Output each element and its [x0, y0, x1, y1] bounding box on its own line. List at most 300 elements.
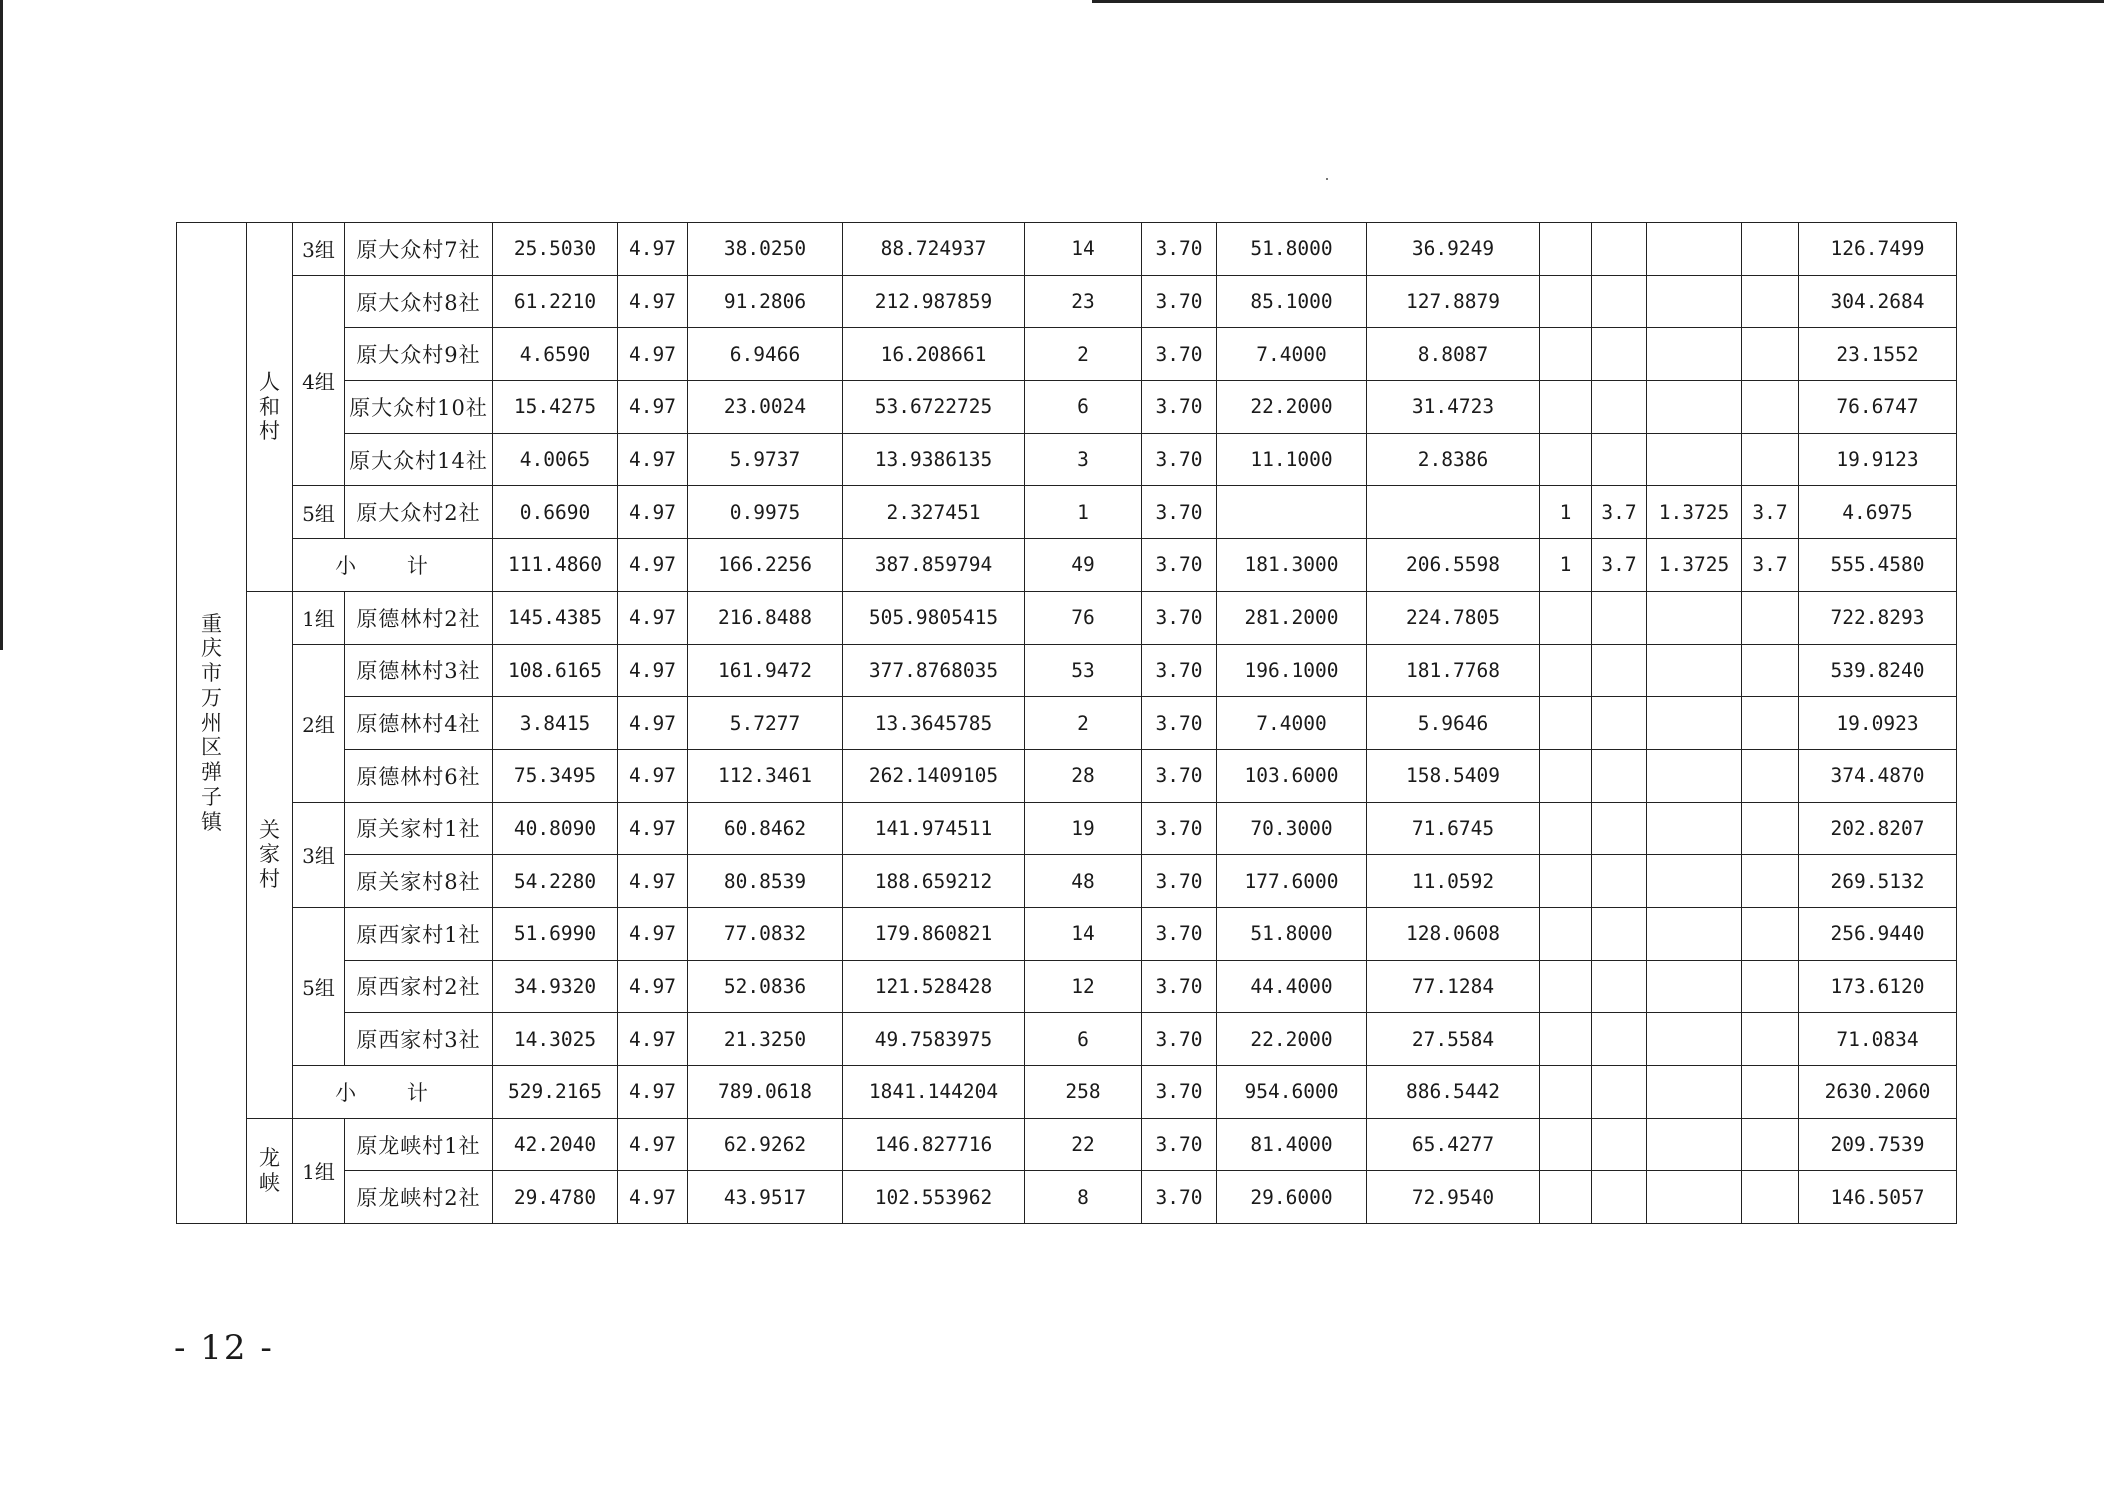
subtotal-row — [177, 1066, 1957, 1119]
value-cell-c10 — [1592, 1171, 1647, 1224]
value-cell-c4: 179.860821 — [843, 907, 1025, 960]
value-cell-c2: 4.97 — [618, 855, 688, 908]
value-cell-c12 — [1742, 223, 1799, 276]
value-cell-c5: 49 — [1025, 539, 1142, 592]
value-cell-c9 — [1540, 1066, 1592, 1119]
subtotal-label: 小 计 — [293, 1066, 493, 1119]
value-cell-c9 — [1540, 381, 1592, 434]
group-cell: 1组 — [293, 1118, 345, 1223]
value-cell-c3: 112.3461 — [688, 749, 843, 802]
value-cell-c8: 65.4277 — [1367, 1118, 1540, 1171]
value-cell-c1: 40.8090 — [493, 802, 618, 855]
value-cell-c1: 42.2040 — [493, 1118, 618, 1171]
value-cell-c7: 85.1000 — [1217, 275, 1367, 328]
value-cell-c5: 2 — [1025, 697, 1142, 750]
value-cell-c2: 4.97 — [618, 960, 688, 1013]
row-name-cell: 原西家村1社 — [345, 907, 493, 960]
value-cell-c7: 22.2000 — [1217, 381, 1367, 434]
value-cell-c2: 4.97 — [618, 275, 688, 328]
value-cell-c5: 258 — [1025, 1066, 1142, 1119]
value-cell-c5: 53 — [1025, 644, 1142, 697]
value-cell-c7: 70.3000 — [1217, 802, 1367, 855]
value-cell-c4: 13.9386135 — [843, 433, 1025, 486]
value-cell-c13: 202.8207 — [1799, 802, 1957, 855]
value-cell-c13: 269.5132 — [1799, 855, 1957, 908]
value-cell-c1: 0.6690 — [493, 486, 618, 539]
scan-speck — [1326, 178, 1328, 180]
value-cell-c2: 4.97 — [618, 433, 688, 486]
value-cell-c13: 256.9440 — [1799, 907, 1957, 960]
value-cell-c3: 91.2806 — [688, 275, 843, 328]
value-cell-c9 — [1540, 1171, 1592, 1224]
value-cell-c5: 6 — [1025, 1013, 1142, 1066]
value-cell-c2: 4.97 — [618, 802, 688, 855]
value-cell-c3: 789.0618 — [688, 1066, 843, 1119]
value-cell-c9 — [1540, 275, 1592, 328]
value-cell-c13: 2630.2060 — [1799, 1066, 1957, 1119]
value-cell-c7: 177.6000 — [1217, 855, 1367, 908]
group-cell: 5组 — [293, 486, 345, 539]
subtotal-label: 小 计 — [293, 539, 493, 592]
value-cell-c11 — [1647, 381, 1742, 434]
page-number: - 12 - — [174, 1328, 274, 1368]
value-cell-c12: 3.7 — [1742, 539, 1799, 592]
value-cell-c9 — [1540, 1118, 1592, 1171]
value-cell-c7: 181.3000 — [1217, 539, 1367, 592]
value-cell-c4: 88.724937 — [843, 223, 1025, 276]
value-cell-c7: 29.6000 — [1217, 1171, 1367, 1224]
value-cell-c5: 76 — [1025, 591, 1142, 644]
value-cell-c6: 3.70 — [1142, 486, 1217, 539]
value-cell-c3: 38.0250 — [688, 223, 843, 276]
value-cell-c4: 13.3645785 — [843, 697, 1025, 750]
value-cell-c13: 71.0834 — [1799, 1013, 1957, 1066]
value-cell-c2: 4.97 — [618, 1171, 688, 1224]
value-cell-c12 — [1742, 275, 1799, 328]
value-cell-c1: 529.2165 — [493, 1066, 618, 1119]
value-cell-c10 — [1592, 223, 1647, 276]
row-name-cell: 原德林村6社 — [345, 749, 493, 802]
table-row — [177, 644, 1957, 697]
value-cell-c11: 1.3725 — [1647, 539, 1742, 592]
value-cell-c4: 377.8768035 — [843, 644, 1025, 697]
value-cell-c4: 53.6722725 — [843, 381, 1025, 434]
value-cell-c2: 4.97 — [618, 697, 688, 750]
value-cell-c2: 4.97 — [618, 591, 688, 644]
value-cell-c8: 2.8386 — [1367, 433, 1540, 486]
value-cell-c1: 25.5030 — [493, 223, 618, 276]
value-cell-c1: 29.4780 — [493, 1171, 618, 1224]
value-cell-c7: 51.8000 — [1217, 907, 1367, 960]
value-cell-c4: 146.827716 — [843, 1118, 1025, 1171]
value-cell-c3: 5.7277 — [688, 697, 843, 750]
value-cell-c11 — [1647, 1118, 1742, 1171]
value-cell-c4: 121.528428 — [843, 960, 1025, 1013]
value-cell-c11 — [1647, 1171, 1742, 1224]
top-edge-rule — [1092, 0, 2104, 3]
row-name-cell: 原龙峡村1社 — [345, 1118, 493, 1171]
village-cell-guanjia: 关家村 — [247, 591, 293, 1118]
table-row — [177, 855, 1957, 908]
value-cell-c9 — [1540, 907, 1592, 960]
value-cell-c12 — [1742, 960, 1799, 1013]
value-cell-c1: 111.4860 — [493, 539, 618, 592]
value-cell-c6: 3.70 — [1142, 1066, 1217, 1119]
value-cell-c8: 206.5598 — [1367, 539, 1540, 592]
value-cell-c1: 14.3025 — [493, 1013, 618, 1066]
value-cell-c4: 212.987859 — [843, 275, 1025, 328]
value-cell-c6: 3.70 — [1142, 907, 1217, 960]
value-cell-c1: 108.6165 — [493, 644, 618, 697]
value-cell-c7: 11.1000 — [1217, 433, 1367, 486]
value-cell-c12 — [1742, 1171, 1799, 1224]
value-cell-c10: 3.7 — [1592, 539, 1647, 592]
value-cell-c8: 886.5442 — [1367, 1066, 1540, 1119]
value-cell-c10 — [1592, 381, 1647, 434]
value-cell-c9: 1 — [1540, 486, 1592, 539]
value-cell-c2: 4.97 — [618, 539, 688, 592]
value-cell-c3: 62.9262 — [688, 1118, 843, 1171]
value-cell-c5: 19 — [1025, 802, 1142, 855]
value-cell-c1: 75.3495 — [493, 749, 618, 802]
value-cell-c7: 51.8000 — [1217, 223, 1367, 276]
table-row — [177, 1118, 1957, 1171]
value-cell-c6: 3.70 — [1142, 1013, 1217, 1066]
row-name-cell: 原德林村2社 — [345, 591, 493, 644]
value-cell-c12 — [1742, 381, 1799, 434]
value-cell-c12: 3.7 — [1742, 486, 1799, 539]
value-cell-c10 — [1592, 749, 1647, 802]
value-cell-c10 — [1592, 275, 1647, 328]
value-cell-c12 — [1742, 1013, 1799, 1066]
table-row — [177, 275, 1957, 328]
value-cell-c12 — [1742, 907, 1799, 960]
value-cell-c12 — [1742, 328, 1799, 381]
value-cell-c10 — [1592, 328, 1647, 381]
value-cell-c4: 102.553962 — [843, 1171, 1025, 1224]
value-cell-c10 — [1592, 855, 1647, 908]
value-cell-c11 — [1647, 855, 1742, 908]
value-cell-c1: 3.8415 — [493, 697, 618, 750]
value-cell-c9 — [1540, 855, 1592, 908]
value-cell-c5: 14 — [1025, 907, 1142, 960]
value-cell-c10 — [1592, 1118, 1647, 1171]
group-cell: 3组 — [293, 802, 345, 907]
value-cell-c11 — [1647, 907, 1742, 960]
value-cell-c8: 31.4723 — [1367, 381, 1540, 434]
value-cell-c6: 3.70 — [1142, 275, 1217, 328]
value-cell-c11 — [1647, 591, 1742, 644]
value-cell-c5: 12 — [1025, 960, 1142, 1013]
village-cell-renhe: 人和村 — [247, 223, 293, 592]
value-cell-c5: 1 — [1025, 486, 1142, 539]
value-cell-c5: 48 — [1025, 855, 1142, 908]
table-row — [177, 749, 1957, 802]
value-cell-c9 — [1540, 802, 1592, 855]
group-cell: 2组 — [293, 644, 345, 802]
value-cell-c13: 19.9123 — [1799, 433, 1957, 486]
value-cell-c4: 49.7583975 — [843, 1013, 1025, 1066]
value-cell-c12 — [1742, 644, 1799, 697]
value-cell-c11 — [1647, 697, 1742, 750]
value-cell-c6: 3.70 — [1142, 591, 1217, 644]
left-edge-rule — [0, 0, 3, 650]
value-cell-c3: 166.2256 — [688, 539, 843, 592]
value-cell-c6: 3.70 — [1142, 644, 1217, 697]
value-cell-c10 — [1592, 433, 1647, 486]
value-cell-c3: 5.9737 — [688, 433, 843, 486]
value-cell-c8: 181.7768 — [1367, 644, 1540, 697]
table-row — [177, 802, 1957, 855]
value-cell-c9 — [1540, 591, 1592, 644]
value-cell-c9 — [1540, 644, 1592, 697]
table-row — [177, 223, 1957, 276]
row-name-cell: 原龙峡村2社 — [345, 1171, 493, 1224]
value-cell-c7 — [1217, 486, 1367, 539]
value-cell-c4: 505.9805415 — [843, 591, 1025, 644]
village-cell-longxia: 龙峡 — [247, 1118, 293, 1223]
group-cell: 1组 — [293, 591, 345, 644]
compensation-table — [176, 222, 1957, 1224]
value-cell-c1: 51.6990 — [493, 907, 618, 960]
value-cell-c11 — [1647, 1066, 1742, 1119]
value-cell-c3: 161.9472 — [688, 644, 843, 697]
value-cell-c4: 188.659212 — [843, 855, 1025, 908]
value-cell-c11 — [1647, 223, 1742, 276]
value-cell-c8: 36.9249 — [1367, 223, 1540, 276]
value-cell-c13: 126.7499 — [1799, 223, 1957, 276]
value-cell-c11: 1.3725 — [1647, 486, 1742, 539]
value-cell-c3: 60.8462 — [688, 802, 843, 855]
value-cell-c13: 173.6120 — [1799, 960, 1957, 1013]
value-cell-c13: 146.5057 — [1799, 1171, 1957, 1224]
value-cell-c1: 61.2210 — [493, 275, 618, 328]
group-cell: 3组 — [293, 223, 345, 276]
value-cell-c6: 3.70 — [1142, 1118, 1217, 1171]
value-cell-c2: 4.97 — [618, 328, 688, 381]
value-cell-c6: 3.70 — [1142, 381, 1217, 434]
value-cell-c9 — [1540, 328, 1592, 381]
value-cell-c3: 52.0836 — [688, 960, 843, 1013]
value-cell-c7: 81.4000 — [1217, 1118, 1367, 1171]
value-cell-c9 — [1540, 960, 1592, 1013]
group-cell: 4组 — [293, 275, 345, 486]
value-cell-c1: 4.0065 — [493, 433, 618, 486]
value-cell-c1: 4.6590 — [493, 328, 618, 381]
value-cell-c4: 141.974511 — [843, 802, 1025, 855]
value-cell-c13: 539.8240 — [1799, 644, 1957, 697]
value-cell-c11 — [1647, 328, 1742, 381]
value-cell-c7: 7.4000 — [1217, 328, 1367, 381]
value-cell-c5: 28 — [1025, 749, 1142, 802]
table-row — [177, 486, 1957, 539]
value-cell-c13: 19.0923 — [1799, 697, 1957, 750]
value-cell-c8: 77.1284 — [1367, 960, 1540, 1013]
value-cell-c7: 954.6000 — [1217, 1066, 1367, 1119]
value-cell-c13: 76.6747 — [1799, 381, 1957, 434]
value-cell-c1: 15.4275 — [493, 381, 618, 434]
row-name-cell: 原德林村4社 — [345, 697, 493, 750]
value-cell-c12 — [1742, 1066, 1799, 1119]
value-cell-c9 — [1540, 749, 1592, 802]
table-row — [177, 381, 1957, 434]
value-cell-c7: 7.4000 — [1217, 697, 1367, 750]
value-cell-c13: 209.7539 — [1799, 1118, 1957, 1171]
row-name-cell: 原西家村2社 — [345, 960, 493, 1013]
value-cell-c6: 3.70 — [1142, 433, 1217, 486]
value-cell-c13: 374.4870 — [1799, 749, 1957, 802]
value-cell-c6: 3.70 — [1142, 328, 1217, 381]
value-cell-c10 — [1592, 1066, 1647, 1119]
value-cell-c11 — [1647, 275, 1742, 328]
value-cell-c6: 3.70 — [1142, 749, 1217, 802]
value-cell-c12 — [1742, 802, 1799, 855]
table-row — [177, 328, 1957, 381]
value-cell-c7: 281.2000 — [1217, 591, 1367, 644]
value-cell-c6: 3.70 — [1142, 1171, 1217, 1224]
value-cell-c12 — [1742, 591, 1799, 644]
row-name-cell: 原大众村7社 — [345, 223, 493, 276]
value-cell-c5: 23 — [1025, 275, 1142, 328]
value-cell-c6: 3.70 — [1142, 539, 1217, 592]
value-cell-c5: 2 — [1025, 328, 1142, 381]
value-cell-c5: 3 — [1025, 433, 1142, 486]
value-cell-c12 — [1742, 433, 1799, 486]
value-cell-c11 — [1647, 1013, 1742, 1066]
value-cell-c8 — [1367, 486, 1540, 539]
value-cell-c11 — [1647, 960, 1742, 1013]
value-cell-c6: 3.70 — [1142, 802, 1217, 855]
value-cell-c5: 22 — [1025, 1118, 1142, 1171]
table-row — [177, 907, 1957, 960]
value-cell-c13: 23.1552 — [1799, 328, 1957, 381]
value-cell-c8: 128.0608 — [1367, 907, 1540, 960]
row-name-cell: 原大众村8社 — [345, 275, 493, 328]
value-cell-c3: 77.0832 — [688, 907, 843, 960]
row-name-cell: 原西家村3社 — [345, 1013, 493, 1066]
value-cell-c8: 127.8879 — [1367, 275, 1540, 328]
value-cell-c6: 3.70 — [1142, 960, 1217, 1013]
value-cell-c10 — [1592, 591, 1647, 644]
table-row — [177, 1013, 1957, 1066]
value-cell-c4: 2.327451 — [843, 486, 1025, 539]
value-cell-c4: 16.208661 — [843, 328, 1025, 381]
row-name-cell: 原大众村10社 — [345, 381, 493, 434]
value-cell-c8: 27.5584 — [1367, 1013, 1540, 1066]
value-cell-c7: 44.4000 — [1217, 960, 1367, 1013]
value-cell-c9 — [1540, 1013, 1592, 1066]
value-cell-c6: 3.70 — [1142, 855, 1217, 908]
value-cell-c5: 14 — [1025, 223, 1142, 276]
value-cell-c9 — [1540, 223, 1592, 276]
value-cell-c9: 1 — [1540, 539, 1592, 592]
value-cell-c11 — [1647, 433, 1742, 486]
value-cell-c12 — [1742, 1118, 1799, 1171]
row-name-cell: 原大众村9社 — [345, 328, 493, 381]
value-cell-c13: 304.2684 — [1799, 275, 1957, 328]
table-row — [177, 591, 1957, 644]
value-cell-c2: 4.97 — [618, 749, 688, 802]
value-cell-c7: 103.6000 — [1217, 749, 1367, 802]
value-cell-c12 — [1742, 749, 1799, 802]
value-cell-c13: 4.6975 — [1799, 486, 1957, 539]
value-cell-c2: 4.97 — [618, 907, 688, 960]
value-cell-c13: 722.8293 — [1799, 591, 1957, 644]
value-cell-c11 — [1647, 802, 1742, 855]
value-cell-c2: 4.97 — [618, 1118, 688, 1171]
value-cell-c3: 43.9517 — [688, 1171, 843, 1224]
value-cell-c1: 145.4385 — [493, 591, 618, 644]
value-cell-c2: 4.97 — [618, 644, 688, 697]
value-cell-c3: 23.0024 — [688, 381, 843, 434]
value-cell-c2: 4.97 — [618, 381, 688, 434]
table-row — [177, 1171, 1957, 1224]
row-name-cell: 原关家村8社 — [345, 855, 493, 908]
value-cell-c2: 4.97 — [618, 1066, 688, 1119]
value-cell-c1: 34.9320 — [493, 960, 618, 1013]
value-cell-c8: 72.9540 — [1367, 1171, 1540, 1224]
value-cell-c5: 8 — [1025, 1171, 1142, 1224]
value-cell-c3: 216.8488 — [688, 591, 843, 644]
value-cell-c5: 6 — [1025, 381, 1142, 434]
value-cell-c2: 4.97 — [618, 1013, 688, 1066]
value-cell-c6: 3.70 — [1142, 223, 1217, 276]
value-cell-c8: 8.8087 — [1367, 328, 1540, 381]
value-cell-c2: 4.97 — [618, 486, 688, 539]
value-cell-c11 — [1647, 644, 1742, 697]
value-cell-c3: 21.3250 — [688, 1013, 843, 1066]
value-cell-c3: 0.9975 — [688, 486, 843, 539]
table-row — [177, 697, 1957, 750]
value-cell-c4: 1841.144204 — [843, 1066, 1025, 1119]
value-cell-c7: 196.1000 — [1217, 644, 1367, 697]
value-cell-c8: 71.6745 — [1367, 802, 1540, 855]
value-cell-c6: 3.70 — [1142, 697, 1217, 750]
value-cell-c13: 555.4580 — [1799, 539, 1957, 592]
row-name-cell: 原大众村14社 — [345, 433, 493, 486]
value-cell-c10 — [1592, 1013, 1647, 1066]
value-cell-c12 — [1742, 697, 1799, 750]
value-cell-c10: 3.7 — [1592, 486, 1647, 539]
value-cell-c12 — [1742, 855, 1799, 908]
row-name-cell: 原德林村3社 — [345, 644, 493, 697]
value-cell-c8: 11.0592 — [1367, 855, 1540, 908]
value-cell-c10 — [1592, 697, 1647, 750]
value-cell-c10 — [1592, 960, 1647, 1013]
table-row — [177, 433, 1957, 486]
value-cell-c1: 54.2280 — [493, 855, 618, 908]
value-cell-c10 — [1592, 802, 1647, 855]
value-cell-c3: 6.9466 — [688, 328, 843, 381]
value-cell-c9 — [1540, 433, 1592, 486]
value-cell-c4: 387.859794 — [843, 539, 1025, 592]
value-cell-c11 — [1647, 749, 1742, 802]
value-cell-c4: 262.1409105 — [843, 749, 1025, 802]
row-name-cell: 原关家村1社 — [345, 802, 493, 855]
group-cell: 5组 — [293, 907, 345, 1065]
value-cell-c8: 5.9646 — [1367, 697, 1540, 750]
value-cell-c3: 80.8539 — [688, 855, 843, 908]
value-cell-c8: 158.5409 — [1367, 749, 1540, 802]
region-cell: 重庆市万州区弹子镇 — [177, 223, 247, 1224]
table-row — [177, 960, 1957, 1013]
value-cell-c10 — [1592, 907, 1647, 960]
row-name-cell: 原大众村2社 — [345, 486, 493, 539]
value-cell-c8: 224.7805 — [1367, 591, 1540, 644]
value-cell-c9 — [1540, 697, 1592, 750]
value-cell-c7: 22.2000 — [1217, 1013, 1367, 1066]
value-cell-c2: 4.97 — [618, 223, 688, 276]
